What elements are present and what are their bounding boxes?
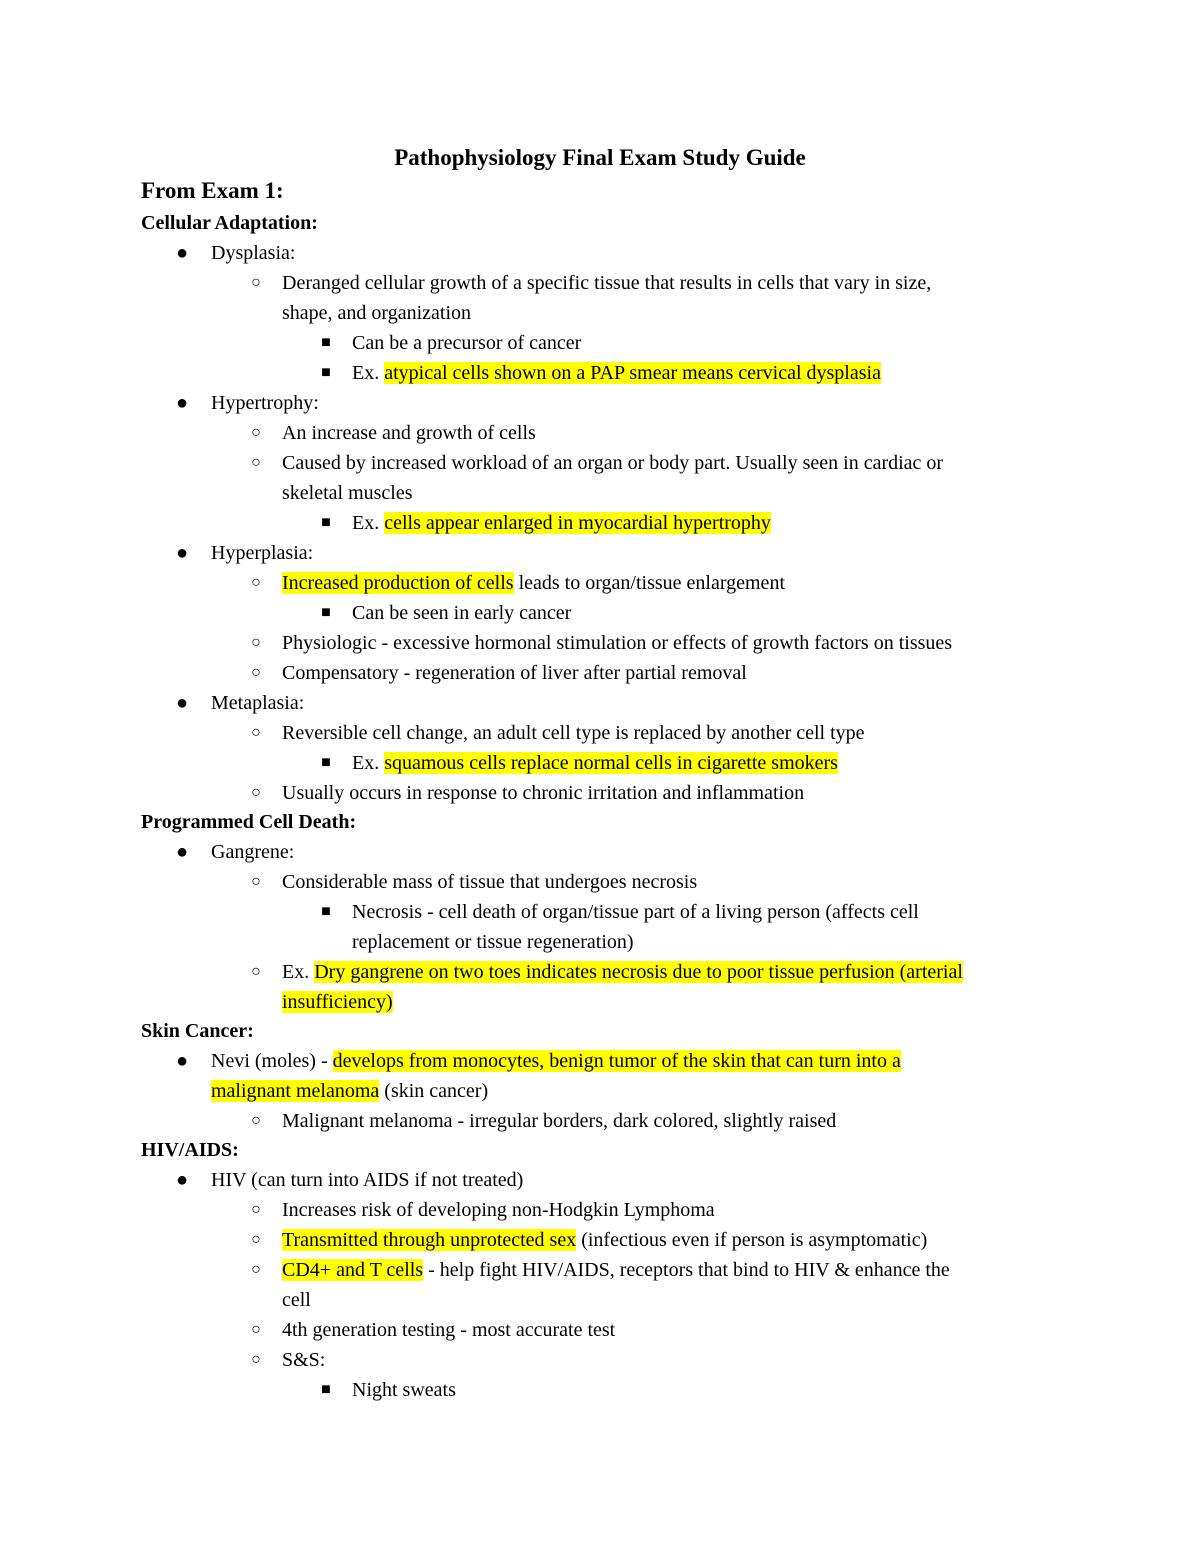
square-bullet-icon: ■ xyxy=(321,1381,331,1398)
example-prefix: Ex. xyxy=(352,512,385,534)
circle-bullet-icon: ○ xyxy=(251,1201,261,1218)
circle-bullet-icon: ○ xyxy=(251,1351,261,1368)
bullet-icon: ● xyxy=(175,242,189,264)
square-bullet-icon: ■ xyxy=(321,754,331,771)
hyperplasia-def xyxy=(282,568,785,598)
nevi-prefix: Nevi (moles) - xyxy=(211,1050,333,1072)
hypertrophy-example xyxy=(352,508,771,538)
circle-bullet-icon: ○ xyxy=(251,1231,261,1248)
metaplasia-example xyxy=(352,748,838,778)
bullet-icon: ● xyxy=(175,542,189,564)
heading-cellular-adaptation: Cellular Adaptation: xyxy=(141,212,318,234)
highlighted-text: develops from monocytes, benign tumor of the skin that can turn into a xyxy=(332,1050,901,1072)
square-bullet-icon: ■ xyxy=(321,364,331,381)
circle-bullet-icon: ○ xyxy=(251,274,261,291)
nevi-rest: (skin cancer) xyxy=(379,1080,489,1102)
gangrene-def: Considerable mass of tissue that undergoes necrosis xyxy=(282,871,698,893)
gangrene-example-line2 xyxy=(282,987,393,1017)
cd4-rest: - help fight HIV/AIDS, receptors that bind to HIV & enhance the xyxy=(423,1259,950,1281)
bullet-icon: ● xyxy=(175,392,189,414)
hypertrophy-def: An increase and growth of cells xyxy=(282,422,536,444)
hyperplasia-early-cancer: Can be seen in early cancer xyxy=(352,602,572,624)
metaplasia-label: Metaplasia: xyxy=(211,692,305,714)
hypertrophy-cause-line1: Caused by increased workload of an organ or body part. Usually seen in cardiac or xyxy=(282,452,944,474)
heading-programmed-cell-death: Programmed Cell Death: xyxy=(141,811,357,833)
lymphoma-risk: Increases risk of developing non-Hodgkin Lymphoma xyxy=(282,1199,715,1221)
circle-bullet-icon: ○ xyxy=(251,1321,261,1338)
circle-bullet-icon: ○ xyxy=(251,784,261,801)
highlighted-text: Transmitted through unprotected sex xyxy=(282,1229,577,1251)
dysplasia-example xyxy=(352,358,881,388)
signs-symptoms: S&S: xyxy=(282,1349,326,1371)
square-bullet-icon: ■ xyxy=(321,514,331,531)
bullet-icon: ● xyxy=(175,1169,189,1191)
bullet-icon: ● xyxy=(175,692,189,714)
page-title: Pathophysiology Final Exam Study Guide xyxy=(394,145,806,170)
bullet-icon: ● xyxy=(175,1050,189,1072)
heading-hiv-aids: HIV/AIDS: xyxy=(141,1139,239,1161)
necrosis-line1: Necrosis - cell death of organ/tissue part of a living person (affects cell xyxy=(352,901,919,923)
dysplasia-def-line2: shape, and organization xyxy=(282,302,472,324)
highlighted-text: atypical cells shown on a PAP smear means cervical dysplasia xyxy=(384,362,881,384)
circle-bullet-icon: ○ xyxy=(251,424,261,441)
circle-bullet-icon: ○ xyxy=(251,724,261,741)
generation-testing: 4th generation testing - most accurate test xyxy=(282,1319,616,1341)
transmission-rest: (infectious even if person is asymptomatic) xyxy=(576,1229,928,1251)
circle-bullet-icon: ○ xyxy=(251,1112,261,1129)
highlighted-text: malignant melanoma xyxy=(211,1080,380,1102)
circle-bullet-icon: ○ xyxy=(251,634,261,651)
bullet-icon: ● xyxy=(175,841,189,863)
example-prefix: Ex. xyxy=(352,752,385,774)
circle-bullet-icon: ○ xyxy=(251,963,261,980)
metaplasia-def: Reversible cell change, an adult cell type is replaced by another cell type xyxy=(282,722,865,744)
circle-bullet-icon: ○ xyxy=(251,873,261,890)
gangrene-label: Gangrene: xyxy=(211,841,295,863)
highlighted-text: Increased production of cells xyxy=(282,572,514,594)
highlighted-text: Dry gangrene on two toes indicates necrosis due to poor tissue perfusion (arterial xyxy=(314,961,963,983)
square-bullet-icon: ■ xyxy=(321,334,331,351)
cd4-line2: cell xyxy=(282,1289,311,1311)
nevi-line1 xyxy=(211,1046,901,1076)
hiv-item: HIV (can turn into AIDS if not treated) xyxy=(211,1169,524,1191)
dysplasia-label: Dysplasia: xyxy=(211,242,296,264)
melanoma: Malignant melanoma - irregular borders, dark colored, slightly raised xyxy=(282,1110,837,1132)
night-sweats: Night sweats xyxy=(352,1379,456,1401)
metaplasia-occurs: Usually occurs in response to chronic irritation and inflammation xyxy=(282,782,805,804)
hyperplasia-compensatory: Compensatory - regeneration of liver after partial removal xyxy=(282,662,747,684)
dysplasia-def-line1: Deranged cellular growth of a specific tissue that results in cells that vary in size, xyxy=(282,272,932,294)
hyperplasia-label: Hyperplasia: xyxy=(211,542,314,564)
highlighted-text: CD4+ and T cells xyxy=(282,1259,424,1281)
hyperplasia-def-rest: leads to organ/tissue enlargement xyxy=(513,572,785,594)
hyperplasia-physiologic: Physiologic - excessive hormonal stimulation or effects of growth factors on tissues xyxy=(282,632,953,654)
section-heading: From Exam 1: xyxy=(141,178,284,203)
nevi-line2 xyxy=(211,1076,488,1106)
hypertrophy-label: Hypertrophy: xyxy=(211,392,319,414)
square-bullet-icon: ■ xyxy=(321,903,331,920)
highlighted-text: squamous cells replace normal cells in cigarette smokers xyxy=(384,752,838,774)
cd4-line1 xyxy=(282,1255,950,1285)
necrosis-line2: replacement or tissue regeneration) xyxy=(352,931,634,953)
highlighted-text: cells appear enlarged in myocardial hypertrophy xyxy=(384,512,771,534)
square-bullet-icon: ■ xyxy=(321,604,331,621)
example-prefix: Ex. xyxy=(282,961,315,983)
circle-bullet-icon: ○ xyxy=(251,454,261,471)
circle-bullet-icon: ○ xyxy=(251,1261,261,1278)
gangrene-example-line1 xyxy=(282,957,963,987)
circle-bullet-icon: ○ xyxy=(251,574,261,591)
circle-bullet-icon: ○ xyxy=(251,664,261,681)
transmission xyxy=(282,1225,927,1255)
highlighted-text: insufficiency) xyxy=(282,991,393,1013)
dysplasia-precursor: Can be a precursor of cancer xyxy=(352,332,582,354)
hypertrophy-cause-line2: skeletal muscles xyxy=(282,482,413,504)
heading-skin-cancer: Skin Cancer: xyxy=(141,1020,254,1042)
example-prefix: Ex. xyxy=(352,362,385,384)
